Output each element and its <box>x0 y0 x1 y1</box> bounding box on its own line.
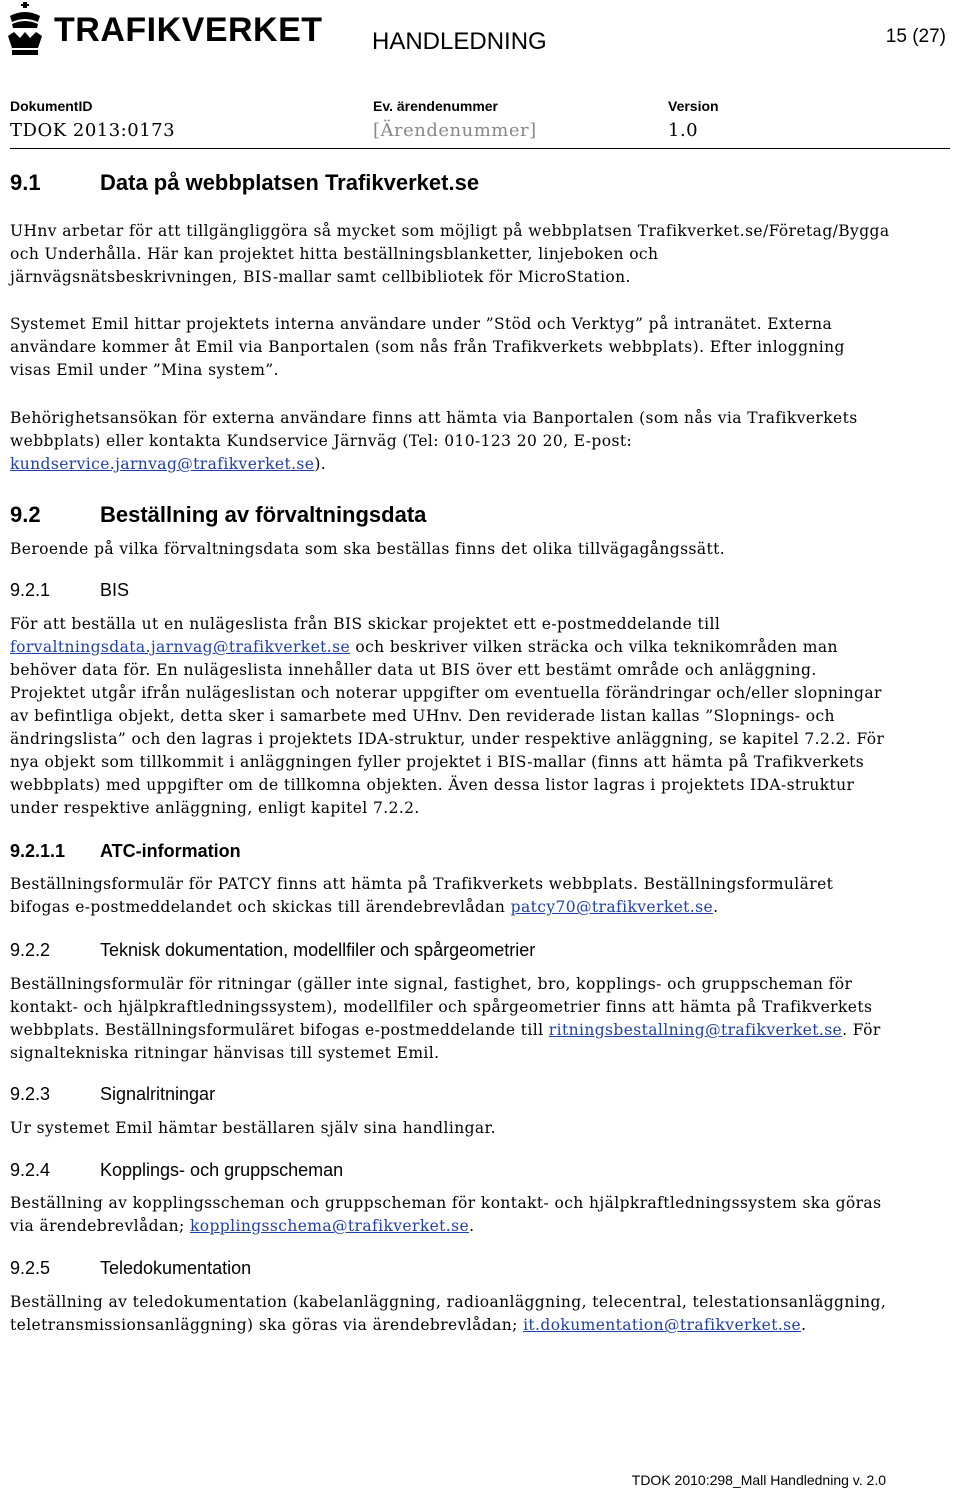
meta-value-version: 1.0 <box>668 120 699 141</box>
heading-number: 9.2.2 <box>10 940 51 960</box>
paragraph-9-2-1: För att beställa ut en nulägeslista från BIS skickar projektet ett e-postmeddelande till forvaltningsdata.jarnvag@trafikverket.se och beskriver vilken sträcka och vilka teknikområden man behöver data för. En nulägeslista innehåller data ut BIS över ett bestämt område och anläggning. Projektet utgår ifrån nulägeslistan och noterar uppgifter om eventuella förändringar och/eller slopningar av befintliga objekt, detta sker i samarbete med UHnv. Den reviderade listan kallas ”Slopnings- och ändringslista” och den lagras i projektets IDA-struktur, under respektive anläggning, se kapitel 7.2.2. För nya objekt som tillkommit i anläggningen fyller projektet i BIS-mallar (finns att hämta på Trafikverkets webbplats) med uppgifter om de tillkomna objekten. Även dessa listor lagras i projektets IDA-struktur under respektive anläggning, enligt kapitel 7.2.2. <box>10 615 885 817</box>
heading-9-2-4 <box>10 1160 343 1181</box>
crown-emblem-icon <box>4 2 46 58</box>
heading-number: 9.1 <box>10 170 41 195</box>
it-dokumentation-email-link[interactable]: it.dokumentation@trafikverket.se <box>523 1316 802 1334</box>
heading-title: Teknisk dokumentation, modellfiler och spårgeometrier <box>100 940 536 960</box>
heading-title: Kopplings- och gruppscheman <box>100 1160 344 1180</box>
meta-label-case-number: Ev. ärendenummer <box>373 98 499 114</box>
trafikverket-logo <box>4 2 323 58</box>
brand-name: TRAFIKVERKET <box>54 11 323 49</box>
heading-9-2-1-1 <box>10 841 241 862</box>
heading-title: Signalritningar <box>100 1084 216 1104</box>
heading-9-2-1 <box>10 580 129 601</box>
heading-number: 9.2.4 <box>10 1160 51 1180</box>
paragraph-9-2-3: Ur systemet Emil hämtar beställaren själv sina handlingar. <box>10 1119 496 1137</box>
heading-9-2-2 <box>10 940 535 961</box>
kopplingsschema-email-link[interactable]: kopplingsschema@trafikverket.se <box>189 1217 470 1235</box>
meta-value-case-number: [Ärendenummer] <box>373 120 537 141</box>
paragraph-9-2-2: Beställningsformulär för ritningar (gäller inte signal, fastighet, bro, kopplings- och gruppscheman för kontakt- och hjälpkraftledningssystem), modellfiler och spårgeometrier finns att hämta på Trafikverkets webbplats. Beställningsformuläret bifogas e-postmeddelande till ritningsbestallning@trafikverket.se. För signaltekniska ritningar hänvisas till systemet Emil. <box>10 975 881 1062</box>
paragraph-9-1-intro: UHnv arbetar för att tillgängliggöra så mycket som möjligt på webbplatsen Trafikverket.se/Företag/Bygga och Underhålla. Här kan projektet hitta beställningsblanketter, linjeboken och järnvägsnätsbeskrivningen, BIS-mallar samt cellbibliotek för MicroStation. <box>10 222 890 286</box>
meta-value-document-id: TDOK 2013:0173 <box>10 120 176 141</box>
header-divider <box>10 148 950 149</box>
paragraph-9-2-4: Beställning av kopplingsscheman och gruppscheman för kontakt- och hjälpkraftledningssystem ska göras via ärendebrevlådan; kopplingsschema@trafikverket.se. <box>10 1194 882 1235</box>
heading-9-1 <box>10 170 479 196</box>
heading-title: Teledokumentation <box>100 1258 252 1278</box>
paragraph-9-2: Beroende på vilka förvaltningsdata som ska beställas finns det olika tillvägagångssätt. <box>10 540 726 558</box>
heading-title: Beställning av förvaltningsdata <box>100 502 427 527</box>
page-footer: TDOK 2010:298_Mall Handledning v. 2.0 <box>631 1472 886 1488</box>
heading-9-2-3 <box>10 1084 215 1105</box>
heading-title: BIS <box>100 580 130 600</box>
paragraph-9-1-emil: Systemet Emil hittar projektets interna användare under ”Stöd och Verktyg” på intranätet. Externa användare kommer åt Emil via Banportalen (som nås från Trafikverkets webbplats). Efter inloggning visas Emil under ”Mina system”. <box>10 315 845 379</box>
heading-title: ATC-information <box>100 841 241 861</box>
page-number: 15 (27) <box>885 26 946 47</box>
heading-number: 9.2.5 <box>10 1258 51 1278</box>
patcy-email-link[interactable]: patcy70@trafikverket.se <box>510 898 714 916</box>
paragraph-9-2-5: Beställning av teledokumentation (kabelanläggning, radioanläggning, telecentral, telestationsanläggning, teletransmissionsanläggning) ska göras via ärendebrevlådan; it.dokumentation@trafikverket.se. <box>10 1293 887 1334</box>
heading-number: 9.2.3 <box>10 1084 51 1104</box>
page-header <box>0 0 960 150</box>
heading-number: 9.2 <box>10 502 41 527</box>
paragraph-9-1-access: Behörighetsansökan för externa användare finns att hämta via Banportalen (som nås via Trafikverkets webbplats) eller kontakta Kundservice Järnväg (Tel: 010-123 20 20, E-post: kundservice.jarnvag@trafikverket.se). <box>10 409 858 473</box>
meta-label-version: Version <box>668 98 719 114</box>
ritningsbestallning-email-link[interactable]: ritningsbestallning@trafikverket.se <box>548 1021 843 1039</box>
heading-9-2 <box>10 502 426 528</box>
meta-label-document-id: DokumentID <box>10 98 93 114</box>
heading-9-2-5 <box>10 1258 251 1279</box>
heading-title: Data på webbplatsen Trafikverket.se <box>100 170 480 195</box>
paragraph-9-2-1-1: Beställningsformulär för PATCY finns att hämta på Trafikverkets webbplats. Beställningsformuläret bifogas e-postmeddelandet och skickas till ärendebrevlådan patcy70@trafikverket.se. <box>10 875 834 916</box>
heading-number: 9.2.1 <box>10 580 51 600</box>
kundservice-email-link[interactable]: kundservice.jarnvag@trafikverket.se <box>10 455 315 473</box>
heading-number: 9.2.1.1 <box>10 841 66 861</box>
document-type: HANDLEDNING <box>372 28 547 55</box>
forvaltningsdata-email-link[interactable]: forvaltningsdata.jarnvag@trafikverket.se <box>10 638 351 656</box>
